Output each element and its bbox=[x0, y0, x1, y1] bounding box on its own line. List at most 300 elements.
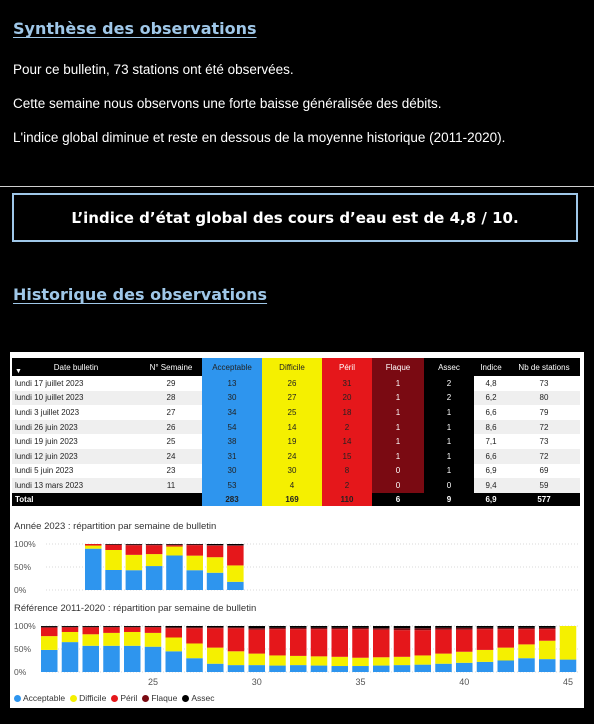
bar-segment-difficile bbox=[124, 632, 141, 646]
bar-segment-acceptable bbox=[269, 666, 286, 672]
bar-segment-flaque bbox=[166, 627, 183, 628]
bar-segment-assec bbox=[269, 626, 286, 628]
table-cell: 1 bbox=[372, 434, 424, 449]
bar-segment-péril bbox=[373, 630, 390, 658]
bar-segment-assec bbox=[187, 544, 204, 545]
table-cell: 28 bbox=[140, 391, 202, 406]
bar-segment-acceptable bbox=[186, 658, 203, 672]
bar-segment-difficile bbox=[228, 651, 245, 665]
bar-segment-difficile bbox=[373, 657, 390, 665]
bar-segment-péril bbox=[249, 630, 266, 654]
bar-segment-flaque bbox=[269, 628, 286, 629]
bar-segment-péril bbox=[290, 629, 307, 656]
bar-segment-difficile bbox=[249, 654, 266, 666]
bar-segment-assec bbox=[435, 626, 452, 628]
bar-segment-assec bbox=[290, 626, 307, 628]
sort-down-icon[interactable]: ▼ bbox=[15, 368, 22, 375]
bar-segment-acceptable bbox=[227, 582, 244, 590]
table-cell: 27 bbox=[140, 405, 202, 420]
col-week[interactable]: N° Semaine bbox=[140, 358, 202, 376]
bar-segment-flaque bbox=[456, 628, 473, 630]
bar-segment-difficile bbox=[394, 657, 411, 665]
table-cell: 15 bbox=[322, 449, 372, 464]
observations-table bbox=[12, 358, 580, 506]
total-cell: 6,9 bbox=[474, 493, 508, 506]
table-cell: 1 bbox=[372, 449, 424, 464]
legend-label: Acceptable bbox=[23, 693, 66, 703]
table-row[interactable] bbox=[12, 405, 580, 420]
legend-item[interactable] bbox=[182, 693, 214, 703]
bar-segment-péril bbox=[539, 629, 556, 641]
col-date[interactable]: ▼ Date bulletin bbox=[12, 358, 140, 376]
bar-segment-assec bbox=[62, 626, 79, 627]
report-panel bbox=[10, 352, 584, 708]
bar-segment-acceptable bbox=[352, 666, 369, 672]
total-cell: 577 bbox=[508, 493, 580, 506]
total-cell: Total bbox=[12, 493, 140, 506]
table-cell: 53 bbox=[202, 478, 262, 493]
bar-segment-assec bbox=[105, 544, 122, 545]
table-cell: 72 bbox=[508, 449, 580, 464]
bar-segment-acceptable bbox=[477, 662, 494, 672]
x-tick-label: 25 bbox=[147, 677, 159, 687]
bar-segment-acceptable bbox=[83, 646, 100, 672]
bar-segment-difficile bbox=[105, 550, 122, 570]
legend-item[interactable] bbox=[142, 693, 177, 703]
table-cell: 1 bbox=[372, 391, 424, 406]
bar-segment-péril bbox=[415, 630, 432, 655]
bar-segment-acceptable bbox=[207, 573, 224, 590]
col-acceptable[interactable]: Acceptable bbox=[202, 358, 262, 376]
bar-segment-flaque bbox=[415, 628, 432, 630]
bar-segment-acceptable bbox=[62, 642, 79, 672]
bar-segment-difficile bbox=[352, 658, 369, 666]
table-row[interactable] bbox=[12, 391, 580, 406]
bar-segment-flaque bbox=[249, 628, 266, 629]
bar-segment-flaque bbox=[394, 628, 411, 630]
divider bbox=[0, 186, 594, 187]
bar-segment-flaque bbox=[186, 627, 203, 628]
bar-segment-acceptable bbox=[124, 646, 141, 672]
table-cell: 4 bbox=[262, 478, 322, 493]
bar-segment-flaque bbox=[41, 627, 58, 628]
table-cell: 2 bbox=[322, 478, 372, 493]
table-cell: 2 bbox=[424, 376, 474, 391]
bar-segment-péril bbox=[269, 629, 286, 655]
bar-segment-péril bbox=[435, 630, 452, 654]
bar-segment-acceptable bbox=[539, 659, 556, 672]
table-cell: lundi 17 juillet 2023 bbox=[12, 376, 140, 391]
bar-segment-acceptable bbox=[41, 650, 58, 672]
bar-segment-assec bbox=[41, 626, 58, 627]
bar-segment-péril bbox=[332, 629, 349, 657]
bar-segment-péril bbox=[477, 629, 494, 650]
bar-segment-péril bbox=[166, 628, 183, 637]
col-flaque[interactable]: Flaque bbox=[372, 358, 424, 376]
bar-segment-assec bbox=[249, 626, 266, 628]
bar-segment-péril bbox=[83, 627, 100, 634]
bar-segment-assec bbox=[415, 626, 432, 628]
bar-segment-flaque bbox=[207, 545, 224, 546]
bar-segment-péril bbox=[145, 627, 162, 633]
bar-segment-difficile bbox=[477, 650, 494, 662]
bar-segment-difficile bbox=[103, 633, 120, 646]
table-row[interactable] bbox=[12, 464, 580, 479]
total-cell: 110 bbox=[322, 493, 372, 506]
table-cell: 80 bbox=[508, 391, 580, 406]
bar-segment-acceptable bbox=[105, 570, 122, 590]
table-cell: 54 bbox=[202, 420, 262, 435]
bar-segment-péril bbox=[85, 544, 102, 546]
y-tick-label: 100% bbox=[14, 539, 36, 549]
table-cell: lundi 26 juin 2023 bbox=[12, 420, 140, 435]
bar-segment-difficile bbox=[145, 633, 162, 647]
bar-segment-difficile bbox=[415, 655, 432, 664]
bar-segment-flaque bbox=[126, 545, 143, 546]
bar-segment-acceptable bbox=[187, 570, 204, 590]
table-cell: lundi 3 juillet 2023 bbox=[12, 405, 140, 420]
bar-segment-flaque bbox=[352, 628, 369, 629]
table-cell: 31 bbox=[322, 376, 372, 391]
table-cell: 25 bbox=[140, 434, 202, 449]
bar-segment-flaque bbox=[227, 545, 244, 546]
legend-item[interactable] bbox=[111, 693, 137, 703]
bar-segment-difficile bbox=[187, 556, 204, 571]
table-cell: 19 bbox=[262, 434, 322, 449]
table-cell: 1 bbox=[424, 434, 474, 449]
bar-segment-péril bbox=[311, 629, 328, 656]
bar-segment-assec bbox=[166, 626, 183, 627]
legend-label: Péril bbox=[120, 693, 138, 703]
bar-segment-flaque bbox=[311, 628, 328, 629]
bar-segment-péril bbox=[103, 627, 120, 633]
bar-segment-acceptable bbox=[456, 663, 473, 672]
table-cell: 1 bbox=[372, 376, 424, 391]
bar-segment-assec bbox=[498, 626, 515, 628]
bar-segment-assec bbox=[186, 626, 203, 627]
bar-segment-assec bbox=[332, 626, 349, 628]
bar-segment-assec bbox=[166, 544, 183, 545]
total-cell: 9 bbox=[424, 493, 474, 506]
table-cell: lundi 10 juillet 2023 bbox=[12, 391, 140, 406]
table-cell: 25 bbox=[262, 405, 322, 420]
global-index-text: L’indice d’état global des cours d’eau est de 4,8 / 10. bbox=[71, 208, 519, 227]
bar-segment-flaque bbox=[228, 627, 245, 628]
bar-segment-difficile bbox=[41, 636, 58, 650]
bar-segment-acceptable bbox=[498, 661, 515, 673]
x-tick-label: 30 bbox=[251, 677, 262, 687]
bar-segment-acceptable bbox=[435, 664, 452, 672]
y-tick-label: 100% bbox=[14, 621, 36, 631]
bar-segment-flaque bbox=[498, 628, 515, 629]
bar-segment-péril bbox=[228, 628, 245, 651]
legend-dot-icon bbox=[111, 695, 118, 702]
table-cell: 1 bbox=[424, 449, 474, 464]
bar-segment-difficile bbox=[146, 554, 163, 566]
bar-segment-acceptable bbox=[332, 666, 349, 672]
table-row[interactable] bbox=[12, 449, 580, 464]
bar-segment-flaque bbox=[518, 628, 535, 629]
global-index-banner bbox=[12, 193, 578, 242]
table-cell: lundi 5 juin 2023 bbox=[12, 464, 140, 479]
table-cell: 2 bbox=[322, 420, 372, 435]
bar-segment-difficile bbox=[83, 634, 100, 646]
legend-label: Difficile bbox=[79, 693, 107, 703]
bar-segment-acceptable bbox=[228, 665, 245, 672]
col-stations[interactable]: Nb de stations bbox=[508, 358, 580, 376]
bar-segment-flaque bbox=[207, 627, 224, 628]
table-cell: 14 bbox=[262, 420, 322, 435]
bar-segment-acceptable bbox=[394, 665, 411, 672]
table-cell: 0 bbox=[372, 464, 424, 479]
bar-segment-acceptable bbox=[249, 665, 266, 672]
table-row[interactable] bbox=[12, 434, 580, 449]
table-cell: 8,6 bbox=[474, 420, 508, 435]
table-row[interactable] bbox=[12, 376, 580, 391]
bar-segment-péril bbox=[166, 545, 183, 546]
table-cell: 6,6 bbox=[474, 405, 508, 420]
table-cell: 1 bbox=[424, 464, 474, 479]
bar-segment-assec bbox=[518, 626, 535, 628]
bar-segment-difficile bbox=[166, 547, 183, 556]
total-cell: 283 bbox=[202, 493, 262, 506]
bar-segment-assec bbox=[207, 544, 224, 545]
bar-segment-péril bbox=[105, 545, 122, 550]
chart-2023-title: Année 2023 : répartition par semaine de bulletin bbox=[14, 521, 217, 532]
total-cell: 6 bbox=[372, 493, 424, 506]
y-tick-label: 0% bbox=[14, 667, 27, 677]
bar-segment-acceptable bbox=[146, 566, 163, 590]
table-header-row bbox=[12, 358, 580, 376]
table-cell: 23 bbox=[140, 464, 202, 479]
bar-segment-assec bbox=[83, 626, 100, 627]
bar-segment-difficile bbox=[332, 657, 349, 666]
bar-segment-acceptable bbox=[560, 660, 577, 672]
summary-paragraph-3: L'indice global diminue et reste en dessous de la moyenne historique (2011-2020). bbox=[13, 130, 506, 145]
table-cell: 13 bbox=[202, 376, 262, 391]
bar-segment-acceptable bbox=[415, 665, 432, 672]
y-tick-label: 0% bbox=[14, 585, 27, 595]
bar-segment-assec bbox=[207, 626, 224, 627]
bar-segment-difficile bbox=[290, 656, 307, 665]
bar-segment-difficile bbox=[560, 626, 577, 660]
bar-segment-flaque bbox=[477, 628, 494, 629]
bar-segment-difficile bbox=[311, 656, 328, 665]
bar-segment-flaque bbox=[539, 628, 556, 629]
legend-item[interactable] bbox=[14, 693, 65, 703]
table-cell: 34 bbox=[202, 405, 262, 420]
table-cell: 8 bbox=[322, 464, 372, 479]
bar-segment-assec bbox=[146, 544, 163, 545]
bar-segment-assec bbox=[352, 626, 369, 628]
bar-segment-acceptable bbox=[290, 665, 307, 672]
table-cell: 1 bbox=[372, 420, 424, 435]
bar-segment-péril bbox=[126, 545, 143, 555]
bar-segment-péril bbox=[456, 630, 473, 652]
table-cell: 4,8 bbox=[474, 376, 508, 391]
legend-dot-icon bbox=[182, 695, 189, 702]
table-cell: lundi 13 mars 2023 bbox=[12, 478, 140, 493]
table-cell: 59 bbox=[508, 478, 580, 493]
bar-segment-assec bbox=[539, 626, 556, 628]
bar-segment-flaque bbox=[166, 545, 183, 546]
bar-segment-péril bbox=[41, 628, 58, 636]
bar-segment-assec bbox=[477, 626, 494, 628]
bar-segment-flaque bbox=[332, 628, 349, 629]
table-cell: 0 bbox=[424, 478, 474, 493]
table-cell: 72 bbox=[508, 420, 580, 435]
x-tick-label: 40 bbox=[459, 677, 470, 687]
table-row[interactable] bbox=[12, 478, 580, 493]
bar-segment-assec bbox=[373, 626, 390, 628]
table-cell: 30 bbox=[202, 391, 262, 406]
bar-segment-flaque bbox=[146, 545, 163, 546]
table-cell: 1 bbox=[372, 405, 424, 420]
table-row[interactable] bbox=[12, 420, 580, 435]
legend-dot-icon bbox=[142, 695, 149, 702]
chart-reference bbox=[10, 618, 584, 690]
bar-segment-difficile bbox=[207, 557, 224, 573]
bar-segment-péril bbox=[227, 546, 244, 566]
table-cell: 6,6 bbox=[474, 449, 508, 464]
y-tick-label: 50% bbox=[14, 562, 32, 572]
bar-segment-assec bbox=[311, 626, 328, 628]
table-cell: 26 bbox=[262, 376, 322, 391]
table-cell: 1 bbox=[424, 420, 474, 435]
bar-segment-péril bbox=[187, 545, 204, 555]
chart-reference-title: Référence 2011-2020 : répartition par semaine de bulletin bbox=[14, 603, 257, 614]
bar-segment-acceptable bbox=[126, 570, 143, 590]
bar-segment-difficile bbox=[435, 654, 452, 664]
bar-segment-acceptable bbox=[207, 664, 224, 672]
table-total-row bbox=[12, 493, 580, 506]
bar-segment-assec bbox=[103, 626, 120, 627]
table-cell: lundi 19 juin 2023 bbox=[12, 434, 140, 449]
table-cell: 1 bbox=[424, 405, 474, 420]
table-cell: 30 bbox=[262, 464, 322, 479]
table-cell: 9,4 bbox=[474, 478, 508, 493]
bar-segment-assec bbox=[145, 626, 162, 627]
bar-segment-acceptable bbox=[145, 647, 162, 672]
table-cell: 31 bbox=[202, 449, 262, 464]
legend-label: Assec bbox=[191, 693, 215, 703]
bar-segment-flaque bbox=[290, 628, 307, 629]
bar-segment-péril bbox=[394, 630, 411, 657]
summary-title: Synthèse des observations bbox=[13, 19, 257, 38]
bar-segment-difficile bbox=[498, 648, 515, 661]
bar-segment-difficile bbox=[85, 546, 102, 549]
bar-segment-péril bbox=[207, 546, 224, 558]
chart-legend bbox=[14, 693, 214, 703]
bar-segment-acceptable bbox=[373, 666, 390, 672]
table-cell: 6,9 bbox=[474, 464, 508, 479]
bar-segment-acceptable bbox=[311, 666, 328, 672]
bar-segment-acceptable bbox=[85, 549, 102, 590]
bar-segment-assec bbox=[124, 626, 141, 627]
table-cell: lundi 12 juin 2023 bbox=[12, 449, 140, 464]
bar-segment-péril bbox=[518, 629, 535, 644]
x-tick-label: 45 bbox=[562, 677, 574, 687]
table-cell: 6,2 bbox=[474, 391, 508, 406]
legend-dot-icon bbox=[70, 695, 77, 702]
bar-segment-difficile bbox=[166, 638, 183, 652]
bar-segment-péril bbox=[186, 628, 203, 643]
col-peril[interactable]: Péril bbox=[322, 358, 372, 376]
bar-segment-difficile bbox=[62, 632, 79, 642]
summary-paragraph-1: Pour ce bulletin, 73 stations ont été observées. bbox=[13, 62, 294, 77]
table-cell: 7,1 bbox=[474, 434, 508, 449]
table-cell: 27 bbox=[262, 391, 322, 406]
table-cell: 26 bbox=[140, 420, 202, 435]
table-cell: 2 bbox=[424, 391, 474, 406]
col-assec[interactable]: Assec bbox=[424, 358, 474, 376]
table-cell: 69 bbox=[508, 464, 580, 479]
bar-segment-péril bbox=[146, 545, 163, 554]
bar-segment-difficile bbox=[456, 652, 473, 663]
bar-segment-difficile bbox=[227, 565, 244, 581]
bar-segment-assec bbox=[456, 626, 473, 628]
bar-segment-péril bbox=[352, 629, 369, 658]
legend-dot-icon bbox=[14, 695, 21, 702]
table-cell: 29 bbox=[140, 376, 202, 391]
bar-segment-flaque bbox=[373, 628, 390, 629]
table-cell: 73 bbox=[508, 376, 580, 391]
bar-segment-difficile bbox=[539, 641, 556, 659]
summary-paragraph-2: Cette semaine nous observons une forte baisse généralisée des débits. bbox=[13, 96, 442, 111]
legend-item[interactable] bbox=[70, 693, 106, 703]
bar-segment-acceptable bbox=[518, 658, 535, 672]
bar-segment-difficile bbox=[207, 648, 224, 664]
bar-segment-assec bbox=[228, 626, 245, 627]
table-cell: 14 bbox=[322, 434, 372, 449]
chart-2023 bbox=[10, 536, 584, 596]
col-difficile[interactable]: Difficile bbox=[262, 358, 322, 376]
y-tick-label: 50% bbox=[14, 644, 32, 654]
bar-segment-péril bbox=[498, 629, 515, 647]
bar-segment-difficile bbox=[126, 555, 143, 570]
bar-segment-difficile bbox=[518, 644, 535, 658]
history-title: Historique des observations bbox=[13, 285, 268, 304]
table-cell: 20 bbox=[322, 391, 372, 406]
table-cell: 38 bbox=[202, 434, 262, 449]
table-cell: 11 bbox=[140, 478, 202, 493]
bar-segment-difficile bbox=[186, 643, 203, 658]
bar-segment-acceptable bbox=[166, 651, 183, 672]
bar-segment-difficile bbox=[269, 655, 286, 665]
bar-segment-péril bbox=[62, 627, 79, 632]
table-cell: 73 bbox=[508, 434, 580, 449]
bar-segment-péril bbox=[124, 627, 141, 632]
table-cell: 24 bbox=[140, 449, 202, 464]
table-cell: 24 bbox=[262, 449, 322, 464]
table-cell: 0 bbox=[372, 478, 424, 493]
total-cell: 169 bbox=[262, 493, 322, 506]
bar-segment-assec bbox=[227, 544, 244, 545]
x-tick-label: 35 bbox=[355, 677, 366, 687]
table-cell: 30 bbox=[202, 464, 262, 479]
bar-segment-flaque bbox=[187, 545, 204, 546]
bar-segment-acceptable bbox=[103, 646, 120, 672]
bar-segment-assec bbox=[394, 626, 411, 628]
bar-segment-assec bbox=[126, 544, 143, 545]
bar-segment-acceptable bbox=[166, 556, 183, 591]
legend-label: Flaque bbox=[151, 693, 178, 703]
col-indice[interactable]: Indice bbox=[474, 358, 508, 376]
table-cell: 79 bbox=[508, 405, 580, 420]
table-cell: 18 bbox=[322, 405, 372, 420]
bar-segment-péril bbox=[207, 628, 224, 647]
bar-segment-flaque bbox=[435, 628, 452, 630]
